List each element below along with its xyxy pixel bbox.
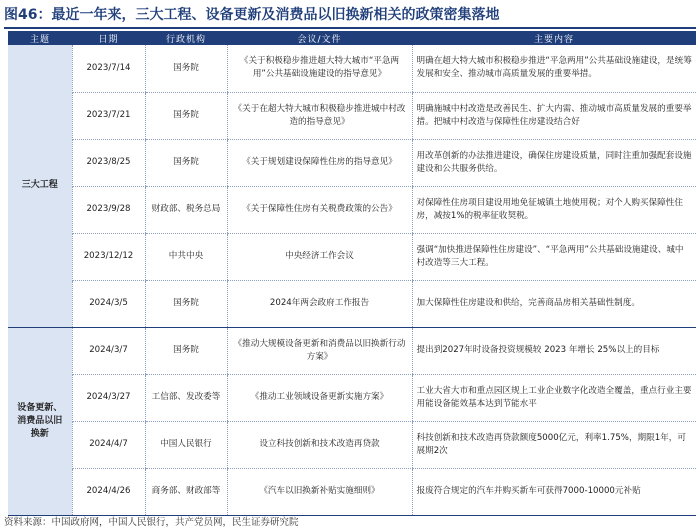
document-cell: 设立科技创新和技术改造再贷款 [227,421,412,468]
date-cell: 2024/3/5 [72,280,145,327]
content-cell: 提出到2027年时设备投资规模较 2023 年增长 25%以上的目标 [412,327,696,374]
content-cell: 明确施城中村改造是改善民生、扩大内需、推动城市高质量发展的重要举措。把城中村改造与保障性住房建设结合好 [412,92,696,139]
document-cell: 《关于规划建设保障性住房的指导意见》 [227,139,412,186]
content-cell: 对保障性住房项目建设用地免征城镇土地使用税；对个人购买保障性住房，减按1%的税率征收契税。 [412,186,696,233]
document-cell: 《汽车以旧换新补贴实施细则》 [227,468,412,515]
document-cell: 2024年两会政府工作报告 [227,280,412,327]
content-cell: 强调“加快推进保障性住房建设”、“平急两用”公共基础设施建设、城中村改造等三大工程。 [412,233,696,280]
table-row [8,468,696,515]
content-cell: 明确在超大特大城市积极稳步推进“平急两用”公共基础设施建设，是统筹发展和安全、推动城市高质量发展的重要举措。 [412,45,696,92]
content-cell: 工业大省大市和重点园区规上工业企业数字化改造全覆盖，重点行业主要用能设备能效基本达到节能水平 [412,374,696,421]
document-cell: 《关于积极稳步推进超大特大城市“平急两用”公共基础设施建设的指导意见》 [227,45,412,92]
source-note: 资料来源：中国政府网，中国人民银行，共产党员网，民生证券研究院 [4,517,299,528]
header-theme: 主题 [8,31,72,45]
agency-cell: 国务院 [145,280,227,327]
document-cell: 中央经济工作会议 [227,233,412,280]
date-cell: 2023/7/14 [72,45,145,92]
table-row [8,280,696,327]
header-date: 日期 [72,31,145,45]
content-cell: 加大保障性住房建设和供给，完善商品房相关基础性制度。 [412,280,696,327]
table-row [8,233,696,280]
date-cell: 2023/12/12 [72,233,145,280]
date-cell: 2024/3/7 [72,327,145,374]
date-cell: 2024/4/7 [72,421,145,468]
agency-cell: 中国人民银行 [145,421,227,468]
document-cell: 《推动工业领域设备更新实施方案》 [227,374,412,421]
agency-cell: 商务部、财政部等 [145,468,227,515]
header-document: 会议/文件 [227,31,412,45]
agency-cell: 国务院 [145,45,227,92]
table-row [8,92,696,139]
date-cell: 2024/4/26 [72,468,145,515]
agency-cell: 工信部、发改委等 [145,374,227,421]
document-cell: 《推动大规模设备更新和消费品以旧换新行动方案》 [227,327,412,374]
table-header-row [8,31,696,45]
title-rule [4,27,696,29]
table-row [8,374,696,421]
document-cell: 《关于保障性住房有关税费政策的公告》 [227,186,412,233]
date-cell: 2023/9/28 [72,186,145,233]
table-row [8,327,696,374]
date-cell: 2024/3/27 [72,374,145,421]
header-agency: 行政机构 [145,31,227,45]
table-row [8,45,696,92]
table-row [8,139,696,186]
content-cell: 报废符合规定的汽车并购买新车可获得7000-10000元补贴 [412,468,696,515]
agency-cell: 国务院 [145,327,227,374]
content-cell: 用改革创新的办法推进建设，确保住房建设质量，同时注重加强配套设施建设和公共服务供给。 [412,139,696,186]
date-cell: 2023/7/21 [72,92,145,139]
agency-cell: 国务院 [145,139,227,186]
agency-cell: 中共中央 [145,233,227,280]
agency-cell: 国务院 [145,92,227,139]
table-row [8,421,696,468]
content-cell: 科技创新和技术改造再贷款额度5000亿元，利率1.75%，期限1年，可展期2次 [412,421,696,468]
header-content: 主要内容 [412,31,696,45]
theme-cell: 设备更新、消费品以旧换新 [8,327,72,515]
figure-title: 图46：最近一年来，三大工程、设备更新及消费品以旧换新相关的政策密集落地 [4,7,500,23]
theme-cell: 三大工程 [8,45,72,327]
agency-cell: 财政部、税务总局 [145,186,227,233]
date-cell: 2023/8/25 [72,139,145,186]
policy-table [8,31,696,516]
document-cell: 《关于在超大特大城市积极稳步推进城中村改造的指导意见》 [227,92,412,139]
table-row [8,186,696,233]
